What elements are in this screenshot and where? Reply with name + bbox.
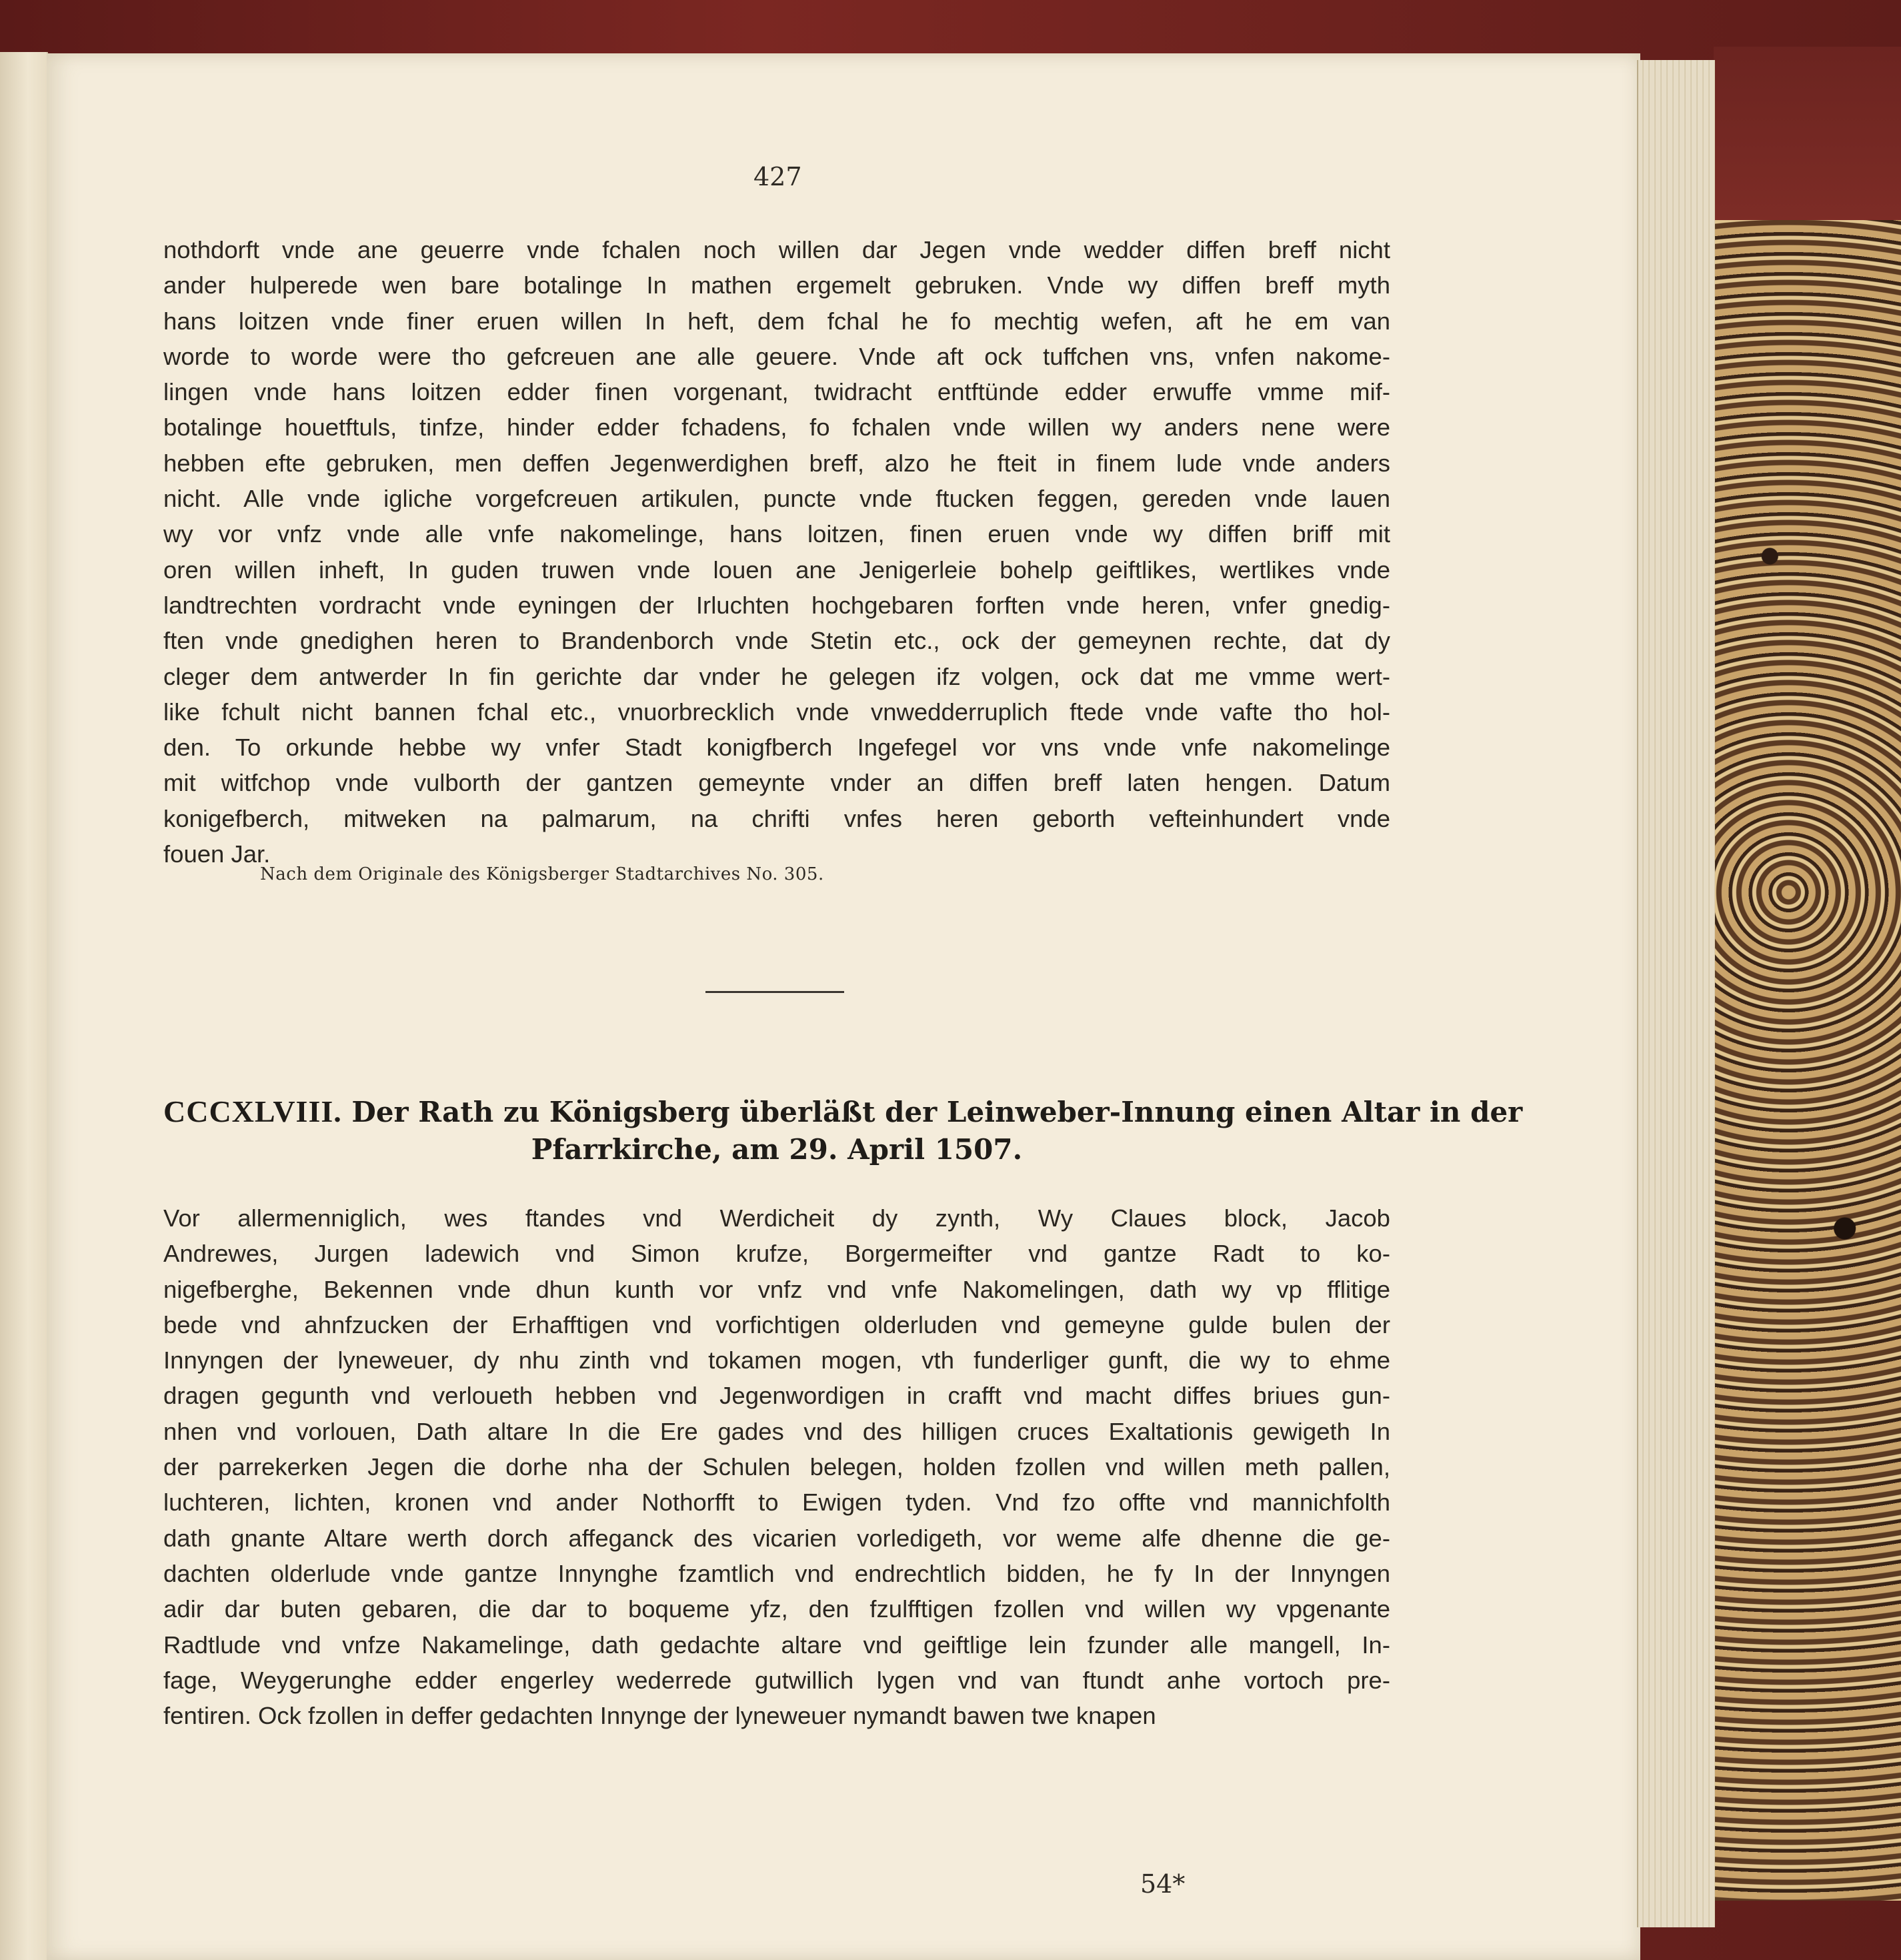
text-line: hans loitzen vnde finer eruen willen In heft, dem fchal he fo mechtig wefen, aft he em van — [163, 307, 1390, 335]
text-line: dath gnante Altare werth dorch affeganck des vicarien vorledigeth, vor weme alfe dhenne die ge- — [163, 1524, 1390, 1552]
document-heading — [163, 1094, 1523, 1166]
text-line: Radtlude vnd vnfze Nakamelinge, dath gedachte altare vnd geiftlige lein fzunder alle mangell, In- — [163, 1631, 1390, 1659]
text-line: den. To orkunde hebbe wy vnfer Stadt konigfberch Ingefegel vor vns vnde vnfe nakomelinge — [163, 734, 1390, 762]
text-line: fage, Weygerunghe edder engerley wederrede gutwillich lygen vnd van ftundt anhe vortoch pre- — [163, 1666, 1390, 1694]
text-line: like fchult nicht bannen fchal etc., vnuorbrecklich vnde vnwedderruplich ftede vnde vafte tho hol- — [163, 698, 1390, 726]
document-paragraph-2 — [163, 1200, 1390, 1733]
text-line: fentiren. Ock fzollen in deffer gedachten Innynge der lyneweuer nymandt bawen twe knapen — [163, 1702, 1156, 1730]
text-line: dachten olderlude vnde gantze Innynghe fzamtlich vnd endrechtlich bidden, he fy In der Innyngen — [163, 1559, 1390, 1587]
text-line: nothdorft vnde ane geuerre vnde fchalen noch willen dar Jegen vnde wedder diffen breff nicht — [163, 236, 1390, 263]
section-divider — [705, 991, 844, 993]
text-line: oren willen inheft, In guden truwen vnde louen ane Jenigerleie bohelp geiftlikes, wertlikes vnde — [163, 556, 1390, 584]
source-note: Nach dem Originale des Königsberger Stadtarchives No. 305. — [260, 864, 824, 884]
page-number: 427 — [753, 162, 802, 191]
text-line: mit witfchop vnde vulborth der gantzen gemeynte vnder an diffen breff laten hengen. Datum — [163, 769, 1390, 797]
text-line: Andrewes, Jurgen ladewich vnd Simon krufze, Borgermeifter vnd gantze Radt to ko- — [163, 1240, 1390, 1268]
text-line: fouen Jar. — [163, 840, 271, 868]
text-line: dragen gegunth vnd verloueth hebben vnd Jegenwordigen in crafft vnd macht diffes briues gun- — [163, 1382, 1390, 1410]
text-line: nhen vnd vorlouen, Dath altare In die Ere gades vnd des hilligen cruces Exaltationis gewigeth In — [163, 1417, 1390, 1445]
text-line: botalinge houetftuls, tinfze, hinder edder fchadens, fo fchalen vnde willen wy anders nene were — [163, 413, 1390, 441]
document-paragraph-1 — [163, 232, 1390, 872]
text-line: worde to worde were tho gefcreuen ane alle geuere. Vnde aft ock tuffchen vns, vnfen nakome- — [163, 342, 1390, 370]
facing-page-edge — [0, 52, 48, 1960]
heading-line-1 — [163, 1094, 1523, 1129]
text-line: nigefberghe, Bekennen vnde dhun kunth vor vnfz vnd vnfe Nakomelingen, dath wy vp fflitige — [163, 1275, 1390, 1303]
text-line: ander hulperede wen bare botalinge In mathen ergemelt gebruken. Vnde wy diffen breff myth — [163, 271, 1390, 299]
cover-board — [1714, 47, 1901, 220]
text-line: landtrechten vordracht vnde eyningen der Irluchten hochgebaren forften vnde heren, vnfer gnedig- — [163, 591, 1390, 619]
text-line: hebben efte gebruken, men deffen Jegenwerdighen breff, alzo he fteit in finem lude vnde anders — [163, 449, 1390, 477]
text-line: Vor allermenniglich, wes ftandes vnd Werdicheit dy zynth, Wy Claues block, Jacob — [163, 1204, 1390, 1232]
text-line: lingen vnde hans loitzen edder finen vorgenant, twidracht entftünde edder erwuffe vmme mif- — [163, 378, 1390, 406]
heading-title-line-2: Pfarrkirche, am 29. April 1507. — [531, 1133, 1023, 1166]
printer-signature: 54* — [1140, 1869, 1186, 1899]
page-fore-edge — [1637, 60, 1715, 1927]
text-line: konigefberch, mitweken na palmarum, na chrifti vnfes heren geborth vefteinhundert vnde — [163, 804, 1390, 832]
text-line: bede vnd ahnfzucken der Erhafftigen vnd vorfichtigen olderluden vnd gemeyne gulde bulen der — [163, 1310, 1390, 1338]
text-line: wy vor vnfz vnde alle vnfe nakomelinge, hans loitzen, finen eruen vnde wy diffen briff mit — [163, 520, 1390, 548]
marbled-endpaper — [1714, 220, 1901, 1901]
text-line: ften vnde gnedighen heren to Brandenborch vnde Stetin etc., ock der gemeynen rechte, dat dy — [163, 627, 1390, 655]
document-numeral: CCCXLVIII. — [163, 1094, 342, 1128]
text-line: cleger dem antwerder In fin gerichte dar vnder he gelegen ifz volgen, ock dat me vmme wert- — [163, 662, 1390, 690]
text-line: adir dar buten gebaren, die dar to boqueme yfz, den fzulfftigen fzollen vnd willen wy vpgenante — [163, 1595, 1390, 1623]
text-line: nicht. Alle vnde igliche vorgefcreuen artikulen, puncte vnde ftucken feggen, gereden vnde lauen — [163, 485, 1390, 513]
text-line: luchteren, lichten, kronen vnd ander Nothorfft to Ewigen tyden. Vnd fzo offte vnd mannichfolth — [163, 1489, 1390, 1517]
text-line: der parrekerken Jegen die dorhe nha der Schulen belegen, holden fzollen vnd willen meth pallen, — [163, 1453, 1390, 1481]
text-line: Innyngen der lyneweuer, dy nhu zinth vnd tokamen mogen, vth funderliger gunft, die wy to ehme — [163, 1346, 1390, 1374]
heading-title-line-1: Der Rath zu Königsberg überläßt der Leinweber-Innung einen Altar in der — [351, 1096, 1523, 1128]
